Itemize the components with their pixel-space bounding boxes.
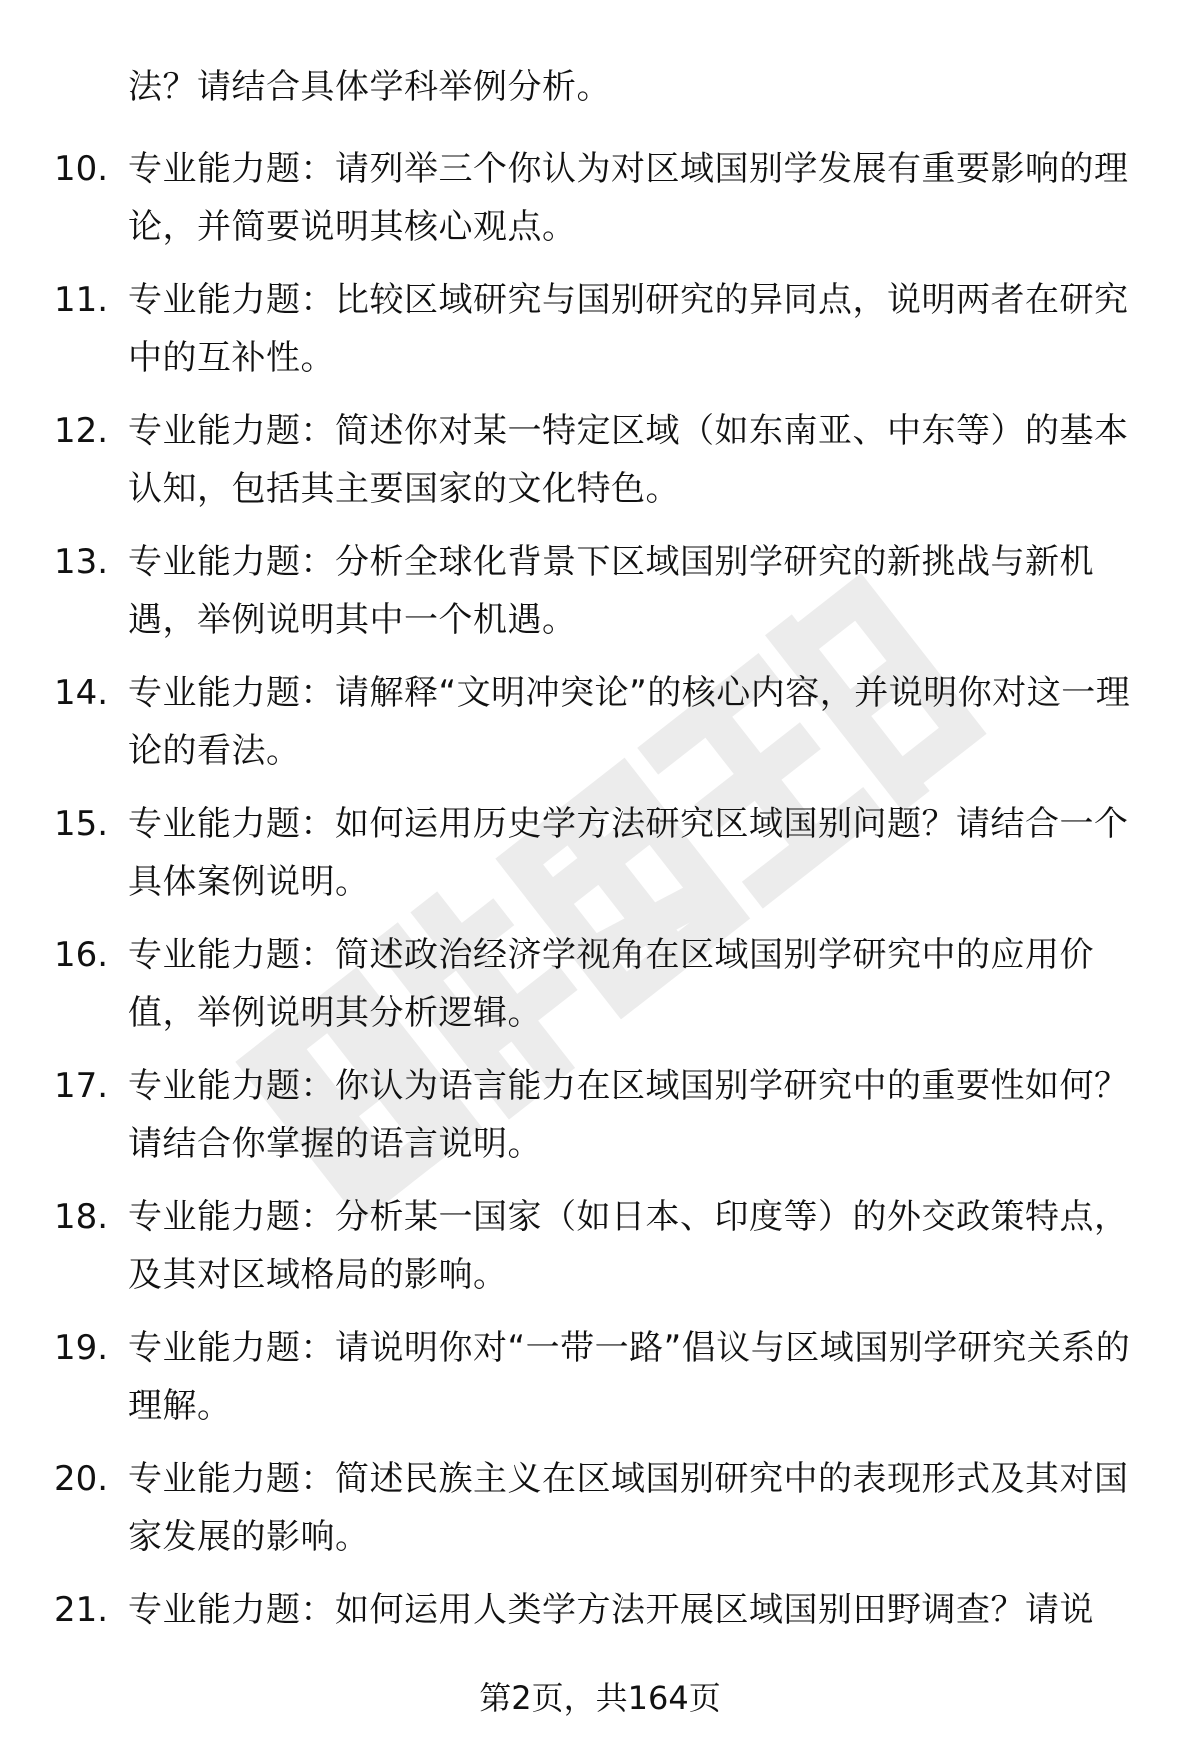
question-item — [0, 1319, 1200, 1450]
question-number: 20. — [54, 1459, 109, 1499]
question-number: 18. — [54, 1197, 109, 1237]
question-text: 专业能力题：分析某一国家（如日本、印度等）的外交政策特点，及其对区域格局的影响。 — [128, 1197, 1129, 1295]
question-item — [0, 795, 1200, 926]
question-number: 21. — [54, 1590, 109, 1630]
question-number: 13. — [54, 542, 109, 582]
question-item — [0, 140, 1200, 271]
question-item — [0, 402, 1200, 533]
question-text: 专业能力题：如何运用人类学方法开展区域国别田野调查？请说 — [128, 1590, 1094, 1630]
question-item — [0, 926, 1200, 1057]
question-number: 17. — [54, 1066, 109, 1106]
question-text: 专业能力题：比较区域研究与国别研究的异同点，说明两者在研究中的互补性。 — [128, 280, 1129, 378]
question-number: 14. — [54, 673, 109, 713]
question-text: 专业能力题：分析全球化背景下区域国别学研究的新挑战与新机遇，举例说明其中一个机遇。 — [128, 542, 1094, 640]
question-number: 12. — [54, 411, 109, 451]
question-text: 专业能力题：你认为语言能力在区域国别学研究中的重要性如何？请结合你掌握的语言说明。 — [128, 1066, 1129, 1164]
question-number: 19. — [54, 1328, 109, 1368]
question-text: 专业能力题：请说明你对“一带一路”倡议与区域国别学研究关系的理解。 — [128, 1328, 1131, 1426]
question-item — [0, 1057, 1200, 1188]
question-number: 10. — [54, 149, 109, 189]
question-text: 专业能力题：请解释“文明冲突论”的核心内容，并说明你对这一理论的看法。 — [128, 673, 1131, 771]
question-item — [0, 664, 1200, 795]
question-text: 专业能力题：简述政治经济学视角在区域国别学研究中的应用价值，举例说明其分析逻辑。 — [128, 935, 1094, 1033]
question-item — [0, 1188, 1200, 1319]
page-footer: 第2页，共164页 — [479, 1679, 721, 1717]
question-list — [0, 140, 1200, 1712]
question-item — [0, 271, 1200, 402]
question-text: 专业能力题：如何运用历史学方法研究区域国别问题？请结合一个具体案例说明。 — [128, 804, 1129, 902]
continuation-text: 法？请结合具体学科举例分析。 — [128, 67, 611, 107]
question-text: 专业能力题：简述你对某一特定区域（如东南亚、中东等）的基本认知，包括其主要国家的文化特色。 — [128, 411, 1129, 509]
question-number: 11. — [54, 280, 109, 320]
question-item — [0, 1450, 1200, 1581]
question-text: 专业能力题：请列举三个你认为对区域国别学发展有重要影响的理论，并简要说明其核心观点。 — [128, 149, 1129, 247]
question-number: 15. — [54, 804, 109, 844]
question-number: 16. — [54, 935, 109, 975]
question-item — [0, 533, 1200, 664]
question-text: 专业能力题：简述民族主义在区域国别研究中的表现形式及其对国家发展的影响。 — [128, 1459, 1129, 1557]
